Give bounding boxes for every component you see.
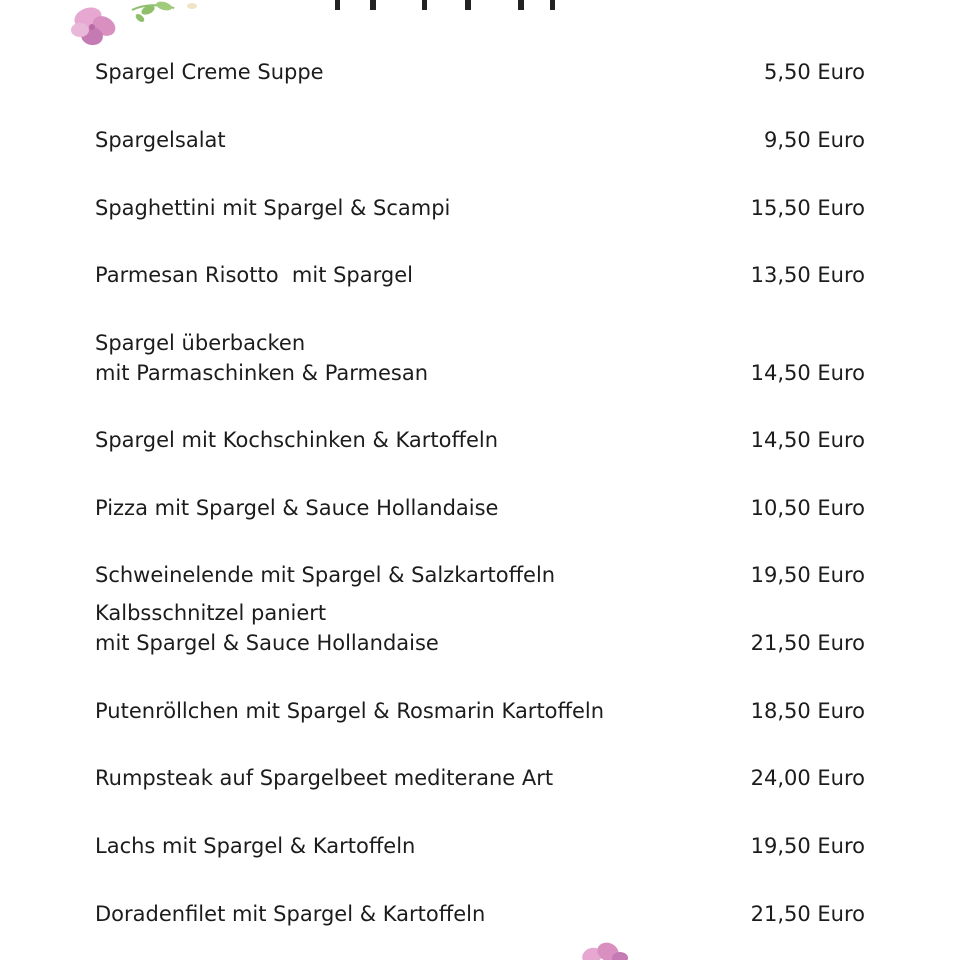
- menu-item-price: 21,50 Euro: [750, 902, 865, 926]
- menu-item: [0, 95, 960, 155]
- menu-item-price: 21,50 Euro: [750, 631, 865, 655]
- menu-item-price: 5,50 Euro: [763, 60, 865, 84]
- menu-item-name-continued: mit Spargel & Sauce Hollandaise: [95, 631, 439, 655]
- menu-item: [0, 463, 960, 523]
- menu-title-cropped: [250, 0, 670, 10]
- menu-item: [0, 395, 960, 455]
- menu-item: [0, 27, 960, 87]
- menu-item: [0, 869, 960, 929]
- menu-item-name: Spargelsalat: [95, 128, 226, 152]
- menu-item-price: 9,50 Euro: [763, 128, 865, 152]
- menu-item-name: Lachs mit Spargel & Kartoffeln: [95, 834, 416, 858]
- menu-item-name-continued: mit Parmaschinken & Parmesan: [95, 361, 429, 385]
- menu-item-price: 10,50 Euro: [750, 496, 865, 520]
- menu-item-price: 24,00 Euro: [750, 766, 865, 790]
- menu-item: [0, 328, 960, 388]
- menu-item: [0, 666, 960, 726]
- menu-item-name: Rumpsteak auf Spargelbeet mediterane Art: [95, 766, 554, 790]
- menu-item-name: Pizza mit Spargel & Sauce Hollandaise: [95, 496, 499, 520]
- menu-item: [0, 733, 960, 793]
- menu-item-name: Doradenfilet mit Spargel & Kartoffeln: [95, 902, 486, 926]
- menu-item: [0, 801, 960, 861]
- menu-item-price: 13,50 Euro: [750, 263, 865, 287]
- menu-item-name: Spaghettini mit Spargel & Scampi: [95, 196, 451, 220]
- menu-item: [0, 530, 960, 590]
- menu-item: [0, 230, 960, 290]
- menu-item-name: Spargel Creme Suppe: [95, 60, 324, 84]
- pink-flower-icon: [570, 940, 640, 960]
- menu-item-name: Parmesan Risotto mit Spargel: [95, 263, 413, 287]
- menu-item-price: 18,50 Euro: [750, 699, 865, 723]
- menu-item-price: 14,50 Euro: [750, 428, 865, 452]
- menu-item-name: Kalbsschnitzel paniert: [95, 601, 327, 625]
- menu-item: [0, 163, 960, 223]
- menu-item-name: Spargel mit Kochschinken & Kartoffeln: [95, 428, 499, 452]
- menu-item-price: 14,50 Euro: [750, 361, 865, 385]
- menu-item-price: 15,50 Euro: [750, 196, 865, 220]
- menu-item: [0, 598, 960, 658]
- menu-item-name: Spargel überbacken: [95, 331, 306, 355]
- menu-item-price: 19,50 Euro: [750, 563, 865, 587]
- menu-item-price: 19,50 Euro: [750, 834, 865, 858]
- menu-item-name: Schweinelende mit Spargel & Salzkartoffeln: [95, 563, 556, 587]
- menu-item-name: Putenröllchen mit Spargel & Rosmarin Kartoffeln: [95, 699, 605, 723]
